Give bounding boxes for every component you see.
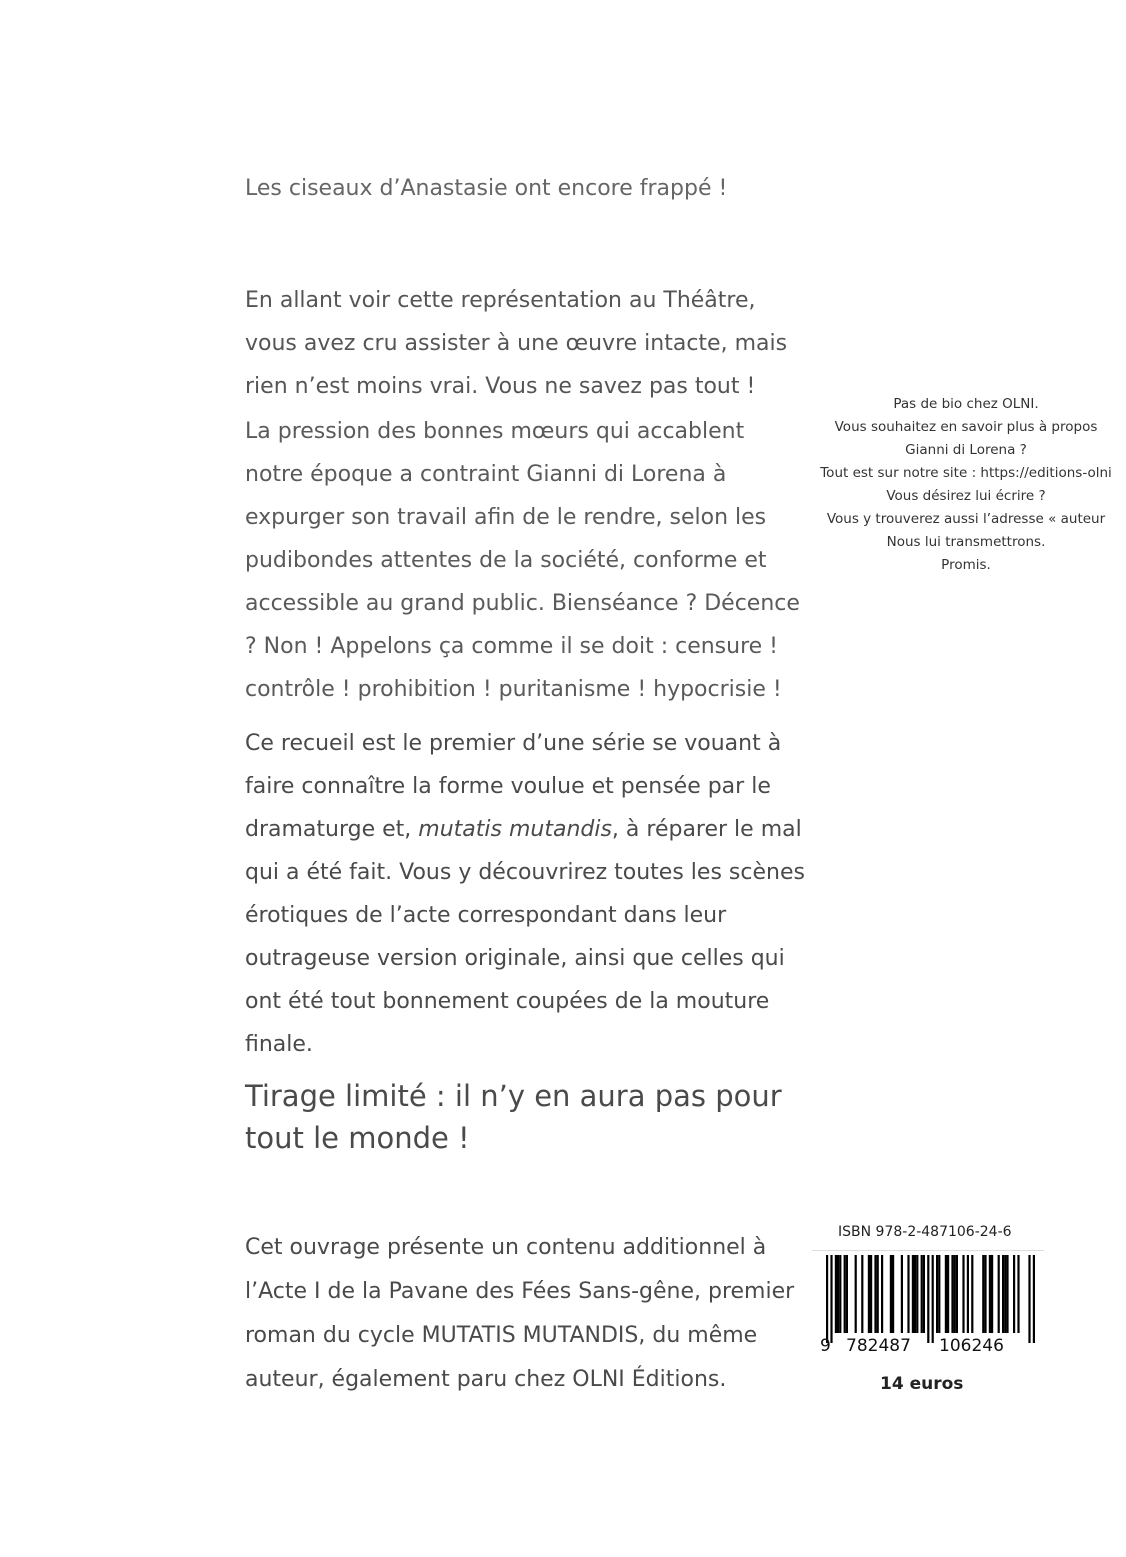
barcode-bar xyxy=(1017,1255,1019,1333)
barcode-bar xyxy=(962,1255,964,1333)
isbn-divider xyxy=(812,1250,1044,1251)
barcode-bar xyxy=(947,1255,949,1333)
barcode-bar xyxy=(907,1255,909,1333)
bio-line: Vous y trouverez aussi l’adresse « auteur xyxy=(826,511,1106,527)
isbn-barcode xyxy=(812,1253,1044,1358)
barcode-bar xyxy=(938,1255,940,1333)
barcode-bar xyxy=(982,1255,984,1333)
bio-line: Promis. xyxy=(941,557,991,573)
barcode-bar xyxy=(1004,1255,1006,1333)
barcode-bar xyxy=(945,1255,947,1333)
barcode-bar xyxy=(951,1255,953,1333)
barcode-bar xyxy=(1013,1255,1015,1333)
barcode-bar xyxy=(984,1255,986,1333)
barcode-guard-bar xyxy=(830,1255,832,1343)
collection-paragraph xyxy=(245,722,805,1066)
barcode-bar xyxy=(967,1255,969,1333)
additional-content-paragraph: Cet ouvrage présente un contenu additionnel à l’Acte I de la Pavane des Fées Sans-gêne, premier roman du cycle MUTATIS MUTANDIS, du même auteur, également paru chez OLNI Éditions. xyxy=(245,1235,795,1392)
barcode-bar xyxy=(874,1255,876,1333)
price-label: 14 euros xyxy=(880,1374,964,1394)
barcode-bar xyxy=(890,1255,892,1333)
barcode-bar xyxy=(1006,1255,1008,1333)
barcode-digit-group-1: 782487 xyxy=(846,1336,911,1356)
bio-line: Vous désirez lui écrire ? xyxy=(886,488,1046,504)
barcode-bar xyxy=(912,1255,914,1333)
barcode-digit-lead: 9 xyxy=(820,1336,831,1356)
barcode-bar xyxy=(991,1255,993,1333)
barcode-bar xyxy=(956,1255,958,1333)
barcode-digit-group-2: 106246 xyxy=(939,1336,1004,1356)
barcode-bar xyxy=(921,1255,923,1333)
isbn-label: ISBN 978-2-487106-24-6 xyxy=(838,1224,1012,1240)
author-bio-note xyxy=(806,393,1126,577)
barcode-bar xyxy=(835,1255,837,1333)
barcode-bar xyxy=(936,1255,938,1333)
barcode-bar xyxy=(916,1255,918,1333)
barcode-bar xyxy=(837,1255,839,1333)
barcode-guard-bar xyxy=(1028,1255,1030,1343)
barcode-bar xyxy=(901,1255,903,1333)
collection-paragraph-part2: , à réparer le mal qui a été fait. Vous y découvrirez toutes les scènes érotiques de l’acte correspondant dans leur outrageuse version originale, ainsi que celles qui ont été tout bonnement coupées de la mouture finale. xyxy=(245,817,805,1057)
barcode-bar xyxy=(892,1255,894,1333)
limited-edition-heading: Tirage limité : il n’y en aura pas pour tout le monde ! xyxy=(245,1079,782,1155)
barcode-guard-bar xyxy=(932,1255,934,1343)
barcode-bar xyxy=(870,1255,872,1333)
collection-paragraph-emphasis: mutatis mutandis xyxy=(418,817,612,842)
barcode-bar xyxy=(923,1255,925,1333)
barcode-bar xyxy=(954,1255,956,1333)
barcode-bar xyxy=(877,1255,879,1333)
barcode-bar xyxy=(1002,1255,1004,1333)
barcode-bar xyxy=(861,1255,863,1333)
barcode-bar xyxy=(914,1255,916,1333)
collection-paragraph-part1: Ce recueil est le premier d’une série se vouant à faire connaître la forme voulue et pensée par le dramaturge et, xyxy=(245,731,782,842)
barcode-guard-bar xyxy=(927,1255,929,1343)
barcode-bar xyxy=(971,1255,973,1333)
barcode-bar xyxy=(998,1255,1000,1333)
barcode-bar xyxy=(855,1255,857,1333)
tagline: Les ciseaux d’Anastasie ont encore frappé ! xyxy=(245,176,728,201)
bio-line: Tout est sur notre site : https://editions-olni xyxy=(820,465,1112,481)
censorship-paragraph: La pression des bonnes mœurs qui accablent notre époque a contraint Gianni di Lorena à expurger son travail afin de le rendre, selon les pudibondes attentes de la société, conforme et accessible au grand public. Bienséance ? Décence ? Non ! Appelons ça comme il se doit : censure ! contrôle ! prohibition ! puritanisme ! hypocrisie ! xyxy=(245,419,800,702)
barcode-guard-bar xyxy=(826,1255,828,1343)
barcode-bar xyxy=(868,1255,870,1333)
bio-line: Vous souhaitez en savoir plus à propos xyxy=(834,419,1098,435)
barcode-bar xyxy=(989,1255,991,1333)
barcode-guard-bar xyxy=(1033,1255,1035,1343)
bio-line: Nous lui transmettrons. xyxy=(886,534,1046,550)
bio-line: Pas de bio chez OLNI. xyxy=(893,396,1039,412)
barcode-bar xyxy=(846,1255,848,1333)
barcode-bar xyxy=(844,1255,846,1333)
bio-line: Gianni di Lorena ? xyxy=(905,442,1027,458)
barcode-bar xyxy=(839,1255,841,1333)
barcode-bar xyxy=(881,1255,883,1333)
intro-paragraph: En allant voir cette représentation au Théâtre, vous avez cru assister à une œuvre intacte, mais rien n’est moins vrai. Vous ne savez pas tout ! xyxy=(245,288,788,399)
barcode-bars xyxy=(826,1255,1035,1343)
